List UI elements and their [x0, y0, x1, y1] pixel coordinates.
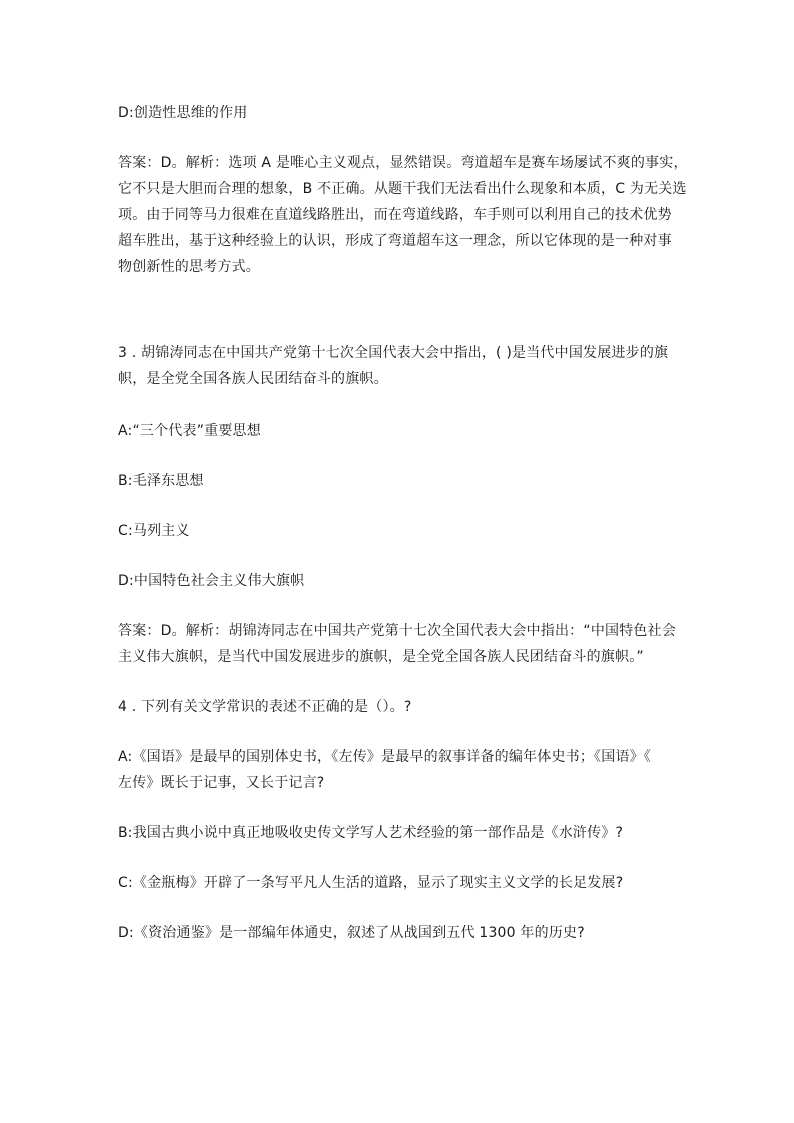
q2-answer-line: 超车胜出，基于这种经验上的认识，形成了弯道超车这一理念，所以它体现的是一种对事	[118, 233, 672, 249]
q4-question: 4 . 下列有关文学常识的表述不正确的是（）。?	[118, 699, 412, 715]
q3-question-line: 3 . 胡锦涛同志在中国共产党第十七次全国代表大会中指出，( )是当代中国发展进步的旗	[118, 345, 669, 361]
q3-answer-line: 答案：D。解析：胡锦涛同志在中国共产党第十七次全国代表大会中指出：“中国特色社会	[118, 623, 677, 639]
q2-answer-line: 物创新性的思考方式。	[118, 259, 260, 275]
q3-question	[118, 340, 678, 392]
q3-answer-line: 主义伟大旗帜，是当代中国发展进步的旗帜，是全党全国各族人民团结奋斗的旗帜。”	[118, 649, 644, 665]
q3-question-line: 帜，是全党全国各族人民团结奋斗的旗帜。	[118, 371, 388, 387]
q4-option-a	[118, 744, 678, 796]
q2-answer-explanation	[118, 150, 688, 280]
q3-answer-explanation	[118, 618, 678, 670]
q4-option-d: D:《资治通鉴》是一部编年体通史，叙述了从战国到五代 1300 年的历史?	[118, 925, 585, 941]
q4-option-a-line: 左传》既长于记事，又长于记言?	[118, 775, 325, 791]
q2-answer-line: 项。由于同等马力很难在直道线路胜出，而在弯道线路，车手则可以利用自己的技术优势	[118, 207, 672, 223]
q3-option-a: A:“三个代表”重要思想	[118, 423, 261, 439]
q2-option-d: D:创造性思维的作用	[118, 105, 248, 121]
q3-option-b: B:毛泽东思想	[118, 473, 204, 489]
q4-option-a-line: A:《国语》是最早的国别体史书，《左传》是最早的叙事详备的编年体史书；《国语》《	[118, 749, 652, 765]
q4-option-b: B:我国古典小说中真正地吸收史传文学写人艺术经验的第一部作品是《水浒传》?	[118, 825, 624, 841]
q3-option-c: C:马列主义	[118, 523, 190, 539]
q2-answer-line: 它不只是大胆而合理的想象，B 不正确。从题干我们无法看出什么现象和本质，C 为无关选	[118, 181, 687, 197]
q2-answer-line: 答案：D。解析：选项 A 是唯心主义观点，显然错误。弯道超车是赛车场屡试不爽的事实，	[118, 155, 688, 171]
q4-option-c: C:《金瓶梅》开辟了一条写平凡人生活的道路，显示了现实主义文学的长足发展?	[118, 875, 624, 891]
q3-option-d: D:中国特色社会主义伟大旗帜	[118, 573, 305, 589]
